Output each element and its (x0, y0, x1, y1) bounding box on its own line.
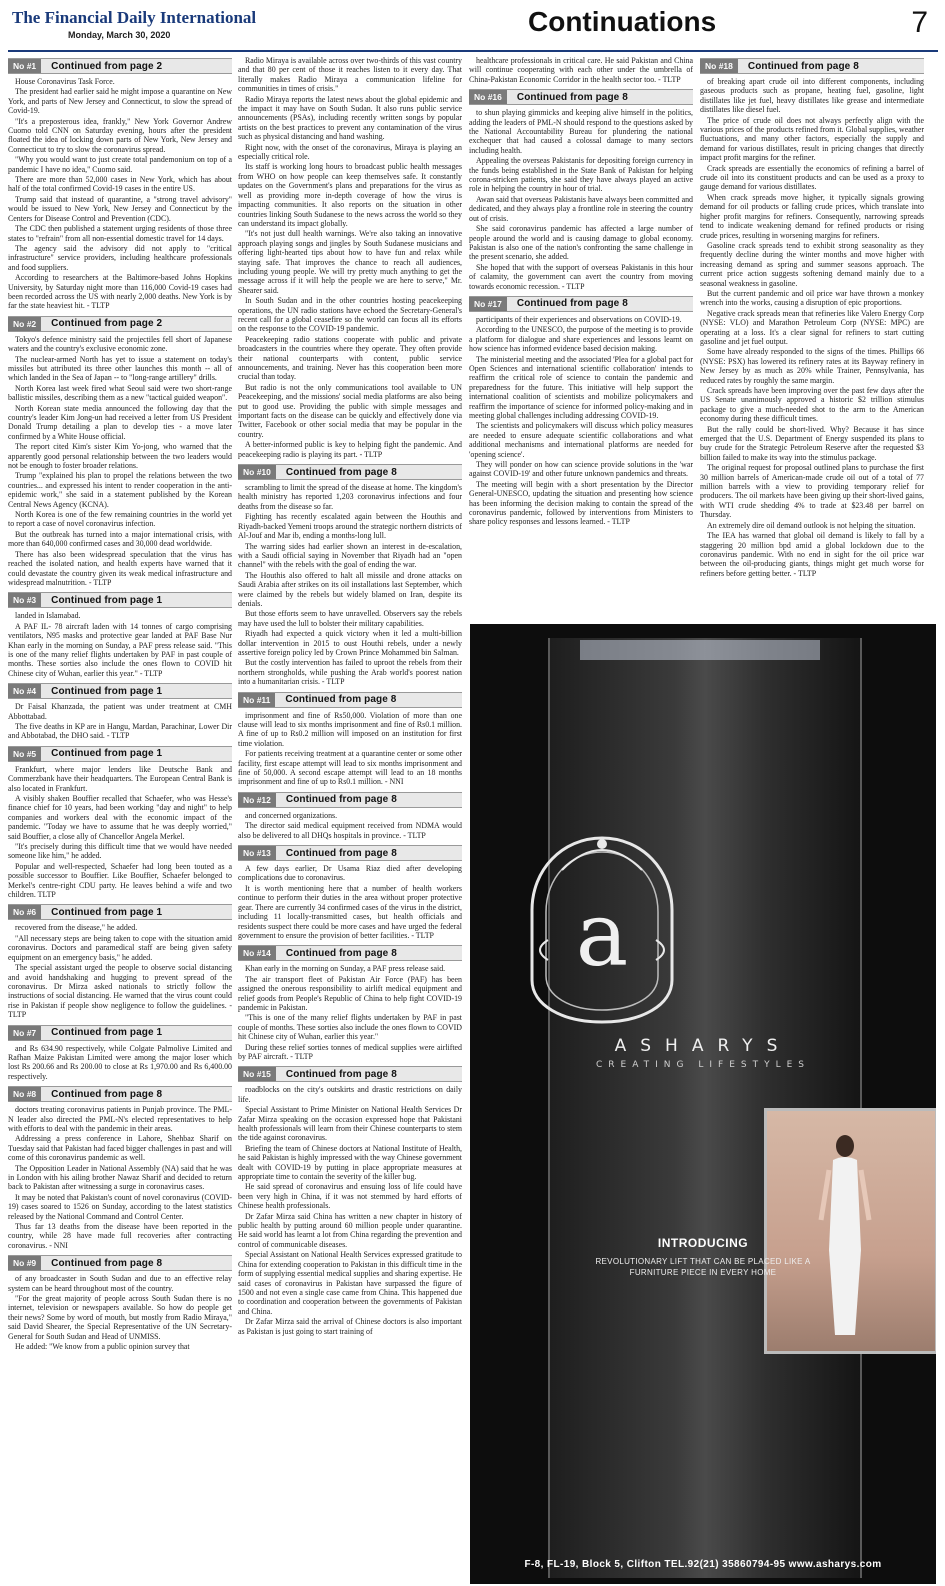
story-paragraph: Frankfurt, where major lenders like Deutsche Bank and Commerzbank have their headquarters. The European Central Bank is also located in Frankfurt. (8, 764, 232, 793)
story-paragraph: healthcare professionals in critical care. He said Pakistan and China will continue cooperating with each other under the umbrella of China-Pakistan Economic Corridor in the health sector too. - TLTP (469, 56, 693, 84)
emblem-letter: a (575, 883, 629, 986)
story (469, 89, 693, 291)
story-header (8, 316, 232, 332)
story-paragraph: of any broadcaster in South Sudan and due to an effective relay system can be heard throughout most of the country. (8, 1274, 232, 1293)
story-paragraph: North Korean state media announced the following day that the country's leader Kim Jong-un had received a letter from US President Donald Trump detailing a plan to develop ties - a move later confirmed by a White House official. (8, 403, 232, 441)
story-paragraph: Dr Zafar Mirza said the arrival of Chinese doctors is also important as Pakistan is just going to start training of (238, 1317, 462, 1336)
story-paragraph: Tokyo's defence ministry said the projectiles fell short of Japanese waters and the country's exclusive economic zone. (8, 334, 232, 354)
story-header (238, 845, 462, 861)
story-number: No #17 (469, 297, 507, 311)
story (8, 592, 232, 678)
story-paragraph: roadblocks on the city's outskirts and drastic restrictions on daily life. (238, 1085, 462, 1104)
story-number: No #18 (700, 59, 738, 73)
column-4 (700, 56, 924, 616)
story-paragraph: doctors treating coronavirus patients in Punjab province. The PML-N leader also directed the PML-N's elected representatives to help with efforts to deal with the pandemic in their areas. (8, 1105, 232, 1133)
story-paragraph: Briefing the team of Chinese doctors at National Institute of Health, he said Pakistan is highly impressed with the way Chinese government dealt with COVID-19 by putting in place appropriate measures at appropriate time to contain the severity of the killer bug. (238, 1143, 462, 1182)
story-header (8, 683, 232, 699)
story-header (8, 746, 232, 762)
story-paragraph: Its staff is working long hours to broadcast public health messages from WHO on how people can keep themselves safe. It constantly updates on the Government's plans and preparations for the virus as well as providing more in-depth coverage of how the virus is impacting communities. It also reports on the situation in other countries linking South Sudanese to the news across the world so they can understand its impact globally. (238, 162, 462, 228)
story-paragraph: of breaking apart crude oil into different components, including gaseous products such as propane, heating fuel, gasoline, light distillates like jet fuel, heavy distillates like grease and intermediate distillates like diesel fuel. (700, 77, 924, 115)
story-paragraph: The five deaths in KP are in Hangu, Mardan, Parachinar, Lower Dir and Abbotabad, the DHO said. - TLTP (8, 721, 232, 741)
story-paragraph: Awan said that overseas Pakistanis have always been committed and dedicated, and they always play a frontline role in steering the country out of crisis. (469, 194, 693, 223)
story-paragraph: He said spread of coronavirus and ensuing loss of life could have been very high in China, if it was not stemmed by hard efforts of Chinese health professionals. (238, 1182, 462, 1211)
story-header (700, 58, 924, 74)
story-paragraph: But the costly intervention has failed to uproot the rebels from their northern strongholds, while pushing the Arab world's poorest nation into a humanitarian crisis. - TLTP (238, 658, 462, 687)
continued-label: Continued from page 8 (285, 947, 397, 959)
story-paragraph: The report cited Kim's sister Kim Yo-jong, who warned that the apparently good personal relationship between the two leaders would not be enough to foster broader relations. (8, 442, 232, 471)
story (238, 692, 462, 787)
header-rule (8, 50, 938, 52)
story-paragraph: According to the UNESCO, the purpose of the meeting is to provide a platform for dialogue and share experiences and lessons learnt on how science has informed evidence based decision making. (469, 325, 693, 354)
story (238, 464, 462, 687)
story-paragraph: But the outbreak has turned into a major international crisis, with more than 640,000 confirmed cases and 30,000 dead worldwide. (8, 529, 232, 549)
story-number: No #3 (8, 593, 41, 607)
story-paragraph: The warring sides had earlier shown an interest in de-escalation, with a Saudi official saying in November that Riyadh had an "open channel" with the rebels with the goal of ending the war. (238, 541, 462, 570)
story-number: No #7 (8, 1026, 41, 1040)
continued-label: Continued from page 8 (747, 60, 859, 72)
continued-label: Continued from page 8 (285, 1068, 397, 1080)
story-number: No #8 (8, 1087, 41, 1101)
story-paragraph: Radio Miraya reports the latest news about the global epidemic and the impact it may have on South Sudan. It also runs public service announcements (PSAs), including recently written songs by popular artists on the best practices to prevent any contamination of the virus such as physical distancing and hand washing. (238, 94, 462, 142)
story-paragraph: The original request for proposal outlined plans to purchase the first 30 million barrels of American-made crude oil out of a total of 77 million barrels with a view to providing temporary relief for producers. The oil markets have been giving up their short-lived gains, with WTI crude shedding 4% to trade at $23.48 per barrel on Thursday. (700, 463, 924, 520)
story-number: No #11 (238, 693, 275, 707)
story (238, 56, 462, 459)
story-paragraph: A visibly shaken Bouffier recalled that Schaefer, who was Hesse's finance chief for 10 years, had been working "day and night" to help companies and workers deal with the economic impact of the pandemic. "Today we have to assume that he was deeply worried," said Bouffier, a close ally of Chancellor Angela Merkel. (8, 794, 232, 841)
continued-label: Continued from page 8 (285, 466, 397, 478)
story-paragraph: The agency said the advisory did not apply to "critical infrastructure" service providers, including healthcare professionals and food suppliers. (8, 243, 232, 272)
story-number: No #16 (469, 90, 507, 104)
continued-label: Continued from page 1 (51, 1027, 163, 1039)
story-paragraph: recovered from the disease," he added. (15, 923, 138, 933)
story (238, 792, 462, 840)
story-paragraph: A better-informed public is key to helping fight the pandemic. And peacekeeping radio is playing its part. - TLTP (238, 440, 462, 459)
story-paragraph: North Korea is one of the few remaining countries in the world yet to report a case of novel coronavirus infection. (8, 510, 232, 529)
woman-figure-icon (815, 1130, 875, 1340)
story-paragraph: and Rs 634.90 respectively, while Colgate Palmolive Limited and Rafhan Maize Pakistan Limited were among the major loser which lost Rs 200.66 and Rs 200.00 to close at Rs 1,970.00 and Rs 6,400.00 respectively. (8, 1043, 232, 1081)
issue-date: Monday, March 30, 2020 (68, 30, 171, 40)
story-paragraph: An extremely dire oil demand outlook is not helping the situation. (707, 520, 916, 530)
story-paragraph: Gasoline crack spreads tend to exhibit strong seasonality as they frequently decline during the winter months and move higher with increasing demand as spring and summer seasons approach. The current price action suggests softening demand mainly due to a seasonal weakness in gasoline. (700, 240, 924, 288)
story-paragraph: North Korea last week fired what Seoul said were two short-range ballistic missiles, describing them as a new "tactical guided weapon". (8, 383, 232, 403)
ad-brand-name: ASHARYS (614, 1036, 792, 1056)
story-paragraph: There are more than 52,000 cases in New York, which has about half of the total confirmed Covid-19 cases in the entire US. (8, 175, 232, 194)
story (8, 683, 232, 741)
story (8, 58, 232, 311)
story-paragraph: But those efforts seem to have unravelled. Observers say the rebels may have used the lull to bolster their military capabilities. (238, 609, 462, 628)
continued-label: Continued from page 8 (285, 847, 397, 859)
ad-description (470, 1256, 936, 1278)
story-paragraph: Negative crack spreads mean that refineries like Valero Energy Corp (NYSE: VLO) and Marathon Petroleum Corp (NYSE: MPC) are operating at a loss. It's a clear signal for refiners to start cutting gasoline and jet fuel output. (700, 308, 924, 346)
story-paragraph: She said coronavirus pandemic has affected a large number of people around the world and is causing damage to global economy. Pakistan is also one of the nation's confronting the same challenge in the present scenario, she added. (469, 224, 693, 262)
story (238, 1066, 462, 1336)
continued-label: Continued from page 8 (51, 1088, 163, 1100)
story-number: No #2 (8, 317, 41, 331)
story-paragraph: A PAF IL- 78 aircraft laden with 14 tonnes of cargo comprising ventilators, N95 masks and protective gear landed at PAF Base Nur Khan early in the morning on Sunday, a PAF press release said. "This is one of the many relief flights undertaken by PAF in past couple of months. These sorties also include the ones flown to COVID hit Chinese city of Wuhan, earlier this year." - TLTP (8, 621, 232, 678)
story-header (469, 296, 693, 312)
ad-headline: INTRODUCING (657, 1236, 749, 1250)
story-paragraph: In South Sudan and in the other countries hosting peacekeeping operations, the UN radio stations have echoed the Secretary-General's recent call for a global ceasefire so the world can focus all its efforts on the response to the COVID-19 pandemic. (238, 296, 462, 334)
story-paragraph: imprisonment and fine of Rs50,000. Violation of more than one clause will lead to six months imprisonment and fine of Rs0.1 million. A fine of up to Rs0.2 million will imposed on an institution for first time violation. (238, 710, 462, 748)
story-paragraph: The Opposition Leader in National Assembly (NA) said that he was in London with his ailing brother Nawaz Sharif and decided to return back to Pakistan after witnessing a surge in coronavirus cases. (8, 1163, 232, 1192)
continued-label: Continued from page 8 (51, 1257, 163, 1269)
story-paragraph: "Why you would want to just create total pandemonium on top of a pandemic I have no idea," Cuomo said. (8, 155, 232, 174)
story-paragraph: Peacekeeping radio stations cooperate with public and private broadcasters in the countries where they operate. They often provide their national counterparts with content, public service announcements, and training. Never has this cooperation been more crucial than today. (238, 334, 462, 382)
story-paragraph: Special Assistant to Prime Minister on National Health Services Dr Zafar Mirza speaking on the occasion expressed hope that Pakistani health professionals will learn from their Chinese counterparts to stem the tide against coronavirus. (238, 1105, 462, 1143)
story-paragraph: But the current pandemic and oil price war have thrown a monkey wrench into the works, causing a disruption of epic proportions. (700, 288, 924, 308)
story-number: No #1 (8, 59, 41, 73)
continued-label: Continued from page 8 (285, 694, 397, 706)
story-paragraph: The director said medical equipment received from NDMA would also be delivered to all DHQs hospitals in province. - TLTP (238, 821, 462, 840)
story (469, 56, 693, 84)
story-number: No #12 (238, 793, 276, 807)
story-header (469, 89, 693, 105)
paper-name: The Financial Daily International (12, 8, 257, 27)
story-number: No #6 (8, 905, 41, 919)
story-number: No #5 (8, 747, 41, 761)
story-paragraph: It is worth mentioning here that a number of health workers continue to perform their duties in the area without proper protective gear. There are currently 34 confirmed cases of the virus in the district, including 11 locally-transmitted cases, but health officials and residents suspect there could be more cases and have urged the federal government to ensure the provision of better facilities. - TLTP (238, 883, 462, 940)
story-paragraph: Thus far 13 deaths from the disease have been reported in the country, while 28 have made full recoveries after contracting coronavirus. - NNI (8, 1222, 232, 1250)
story-paragraph: "This is one of the many relief flights undertaken by PAF in past couple of months. These sorties also include the ones flown to COVID hit Chinese city of Wuhan, earlier this year." (238, 1013, 462, 1042)
story-header (238, 692, 462, 708)
story-paragraph: It may be noted that Pakistan's count of novel coronavirus (COVID-19) cases soared to 1526 on Sunday, according to the latest statistics released by the National Command and Control Center. (8, 1192, 232, 1221)
story-number: No #13 (238, 846, 276, 860)
story-paragraph: "It's precisely during this difficult time that we would have needed someone like him," he added. (8, 842, 232, 861)
story-paragraph: She hoped that with the support of overseas Pakistanis in this hour of calamity, the government can avert the country from moving towards economic recession. - TLTP (469, 262, 693, 291)
ad-description-line-1: REVOLUTIONARY LIFT THAT CAN BE PLACED LIKE A (595, 1257, 811, 1266)
story-paragraph: Dr Faisal Khanzada, the patient was under treatment at CMH Abbottabad. (8, 702, 232, 721)
story-paragraph: They will ponder on how can science provide solutions in the 'war against COVID-19' and other future unknown pandemics and threats. (469, 460, 693, 479)
story-header (8, 58, 232, 74)
story-paragraph: The CDC then published a statement urging residents of those three states to "refrain" from all non-essential domestic travel for 14 days. (8, 224, 232, 243)
story-paragraph: scrambling to limit the spread of the disease at home. The kingdom's health ministry has reported 1,203 coronavirus infections and four deaths from the disease so far. (238, 483, 462, 511)
story-header (8, 1086, 232, 1102)
story-paragraph: The ministerial meeting and the associated 'Plea for a global pact for Open Sciences and international scientific collaboration' intends to reaffirm the critical role of science to contain the pandemic and preparedness for the future. This initiative will help support the international coalition of scientists and mobilize policymakers and reaffirm the importance of science for informed policy-making and in meeting global challenges including addressing COVID-19. (469, 354, 693, 420)
page-number: 7 (911, 6, 928, 39)
continued-label: Continued from page 8 (516, 91, 628, 103)
story-number: No #4 (8, 684, 41, 698)
section-title: Continuations (528, 6, 717, 37)
story-paragraph: "It's not just dull health warnings. We're also taking an innovative approach playing songs and jingles by South Sudanese musicians and offering light-hearted tips about how to have fun and relax while staying safe. That improves the chance to reach all audiences, including young people. We will try pretty much anything to get the message across if it will help the people we are here to serve," Mr. Shearer said. (238, 229, 462, 295)
story-paragraph: Crack spreads have been improving over the past few days after the US Senate unanimously approved a historic $2 trillion stimulus package to give a much-needed shot to the arm to the American economy during these difficult times. (700, 386, 924, 424)
story-paragraph: During these relief sorties tonnes of medical supplies were airlifted by PAF aircraft. - TLTP (238, 1042, 462, 1061)
story-paragraph: Appealing the overseas Pakistanis for depositing foreign currency in the funds being established in the State Bank of Pakistan for helping corona-stricken patients, she said they have always played an active role in helping the country in hour of trial. (469, 156, 693, 194)
story-paragraph: The nuclear-armed North has yet to issue a statement on today's missiles but attributed its three other launches this month -- all of which landed in the Sea of Japan -- to "long-range artillery" drills. (8, 354, 232, 383)
story-paragraph: Addressing a press conference in Lahore, Shehbaz Sharif on Tuesday said that Pakistan had faced bigger challenges in past and will come of this coronavirus pandemic as well. (8, 1134, 232, 1163)
continued-label: Continued from page 1 (51, 685, 163, 697)
story-paragraph: According to researchers at the Baltimore-based Johns Hopkins University, by Saturday night more than 116,000 Covid-19 cases had been recorded across the US with nearly 2,000 deaths. New York is by far the state heaviest hit. - TLTP (8, 273, 232, 311)
story-header (238, 1066, 462, 1082)
story-paragraph: The special assistant urged the people to observe social distancing and avoid handshaking and hugging to prevent spread of the coronavirus. Dr Mirza asked nationals to strictly follow the instructions of social distancing. He warned that the virus count could rise in Pakistan if people show negligence to follow the guidelines. - TLTP (8, 963, 232, 1020)
story-header (8, 1255, 232, 1271)
story (8, 316, 232, 588)
story-paragraph: "For the great majority of people across South Sudan there is no internet, television or newspapers available. So how do people get their news? Some by word of mouth, but mostly from Radio Miraya," said David Shearer, the Special Representative of the UN Secretary-General for South Sudan and Head of UNMISS. (8, 1294, 232, 1341)
masthead (8, 6, 938, 48)
story-paragraph: The president had earlier said he might impose a quarantine on New York, and parts of New Jersey and Connecticut, to slow the spread of Covid-19. (8, 87, 232, 116)
story-paragraph: Khan early in the morning on Sunday, a PAF press release said. (245, 964, 446, 974)
story-header (238, 945, 462, 961)
continued-label: Continued from page 1 (51, 748, 163, 760)
story (238, 845, 462, 940)
story-number: No #15 (238, 1067, 276, 1081)
story-paragraph: The air transport fleet of Pakistan Air Force (PAF) has been assigned the onerous responsibility to airlift medical equipment and relief goods from People's Republic of China to help fight COVID-19 pandemic in Pakistan. (238, 974, 462, 1012)
story-paragraph: Fighting has recently escalated again between the Houthis and Riyadh-backed Yemeni troops around the strategic northern districts of Al-Jouf and Mar ib, ending a months-long lull. (238, 512, 462, 541)
story-paragraph: For patients receiving treatment at a quarantine center or some other facility, first escape attempt will lead to six months imprisonment and fine of 50,000. A second escape attempt will lead to an 18 months imprisonment and fine of up to Rs0.1 million. - NNI (238, 749, 462, 787)
story-paragraph: The Houthis also offered to halt all missile and drone attacks on Saudi Arabia after strikes on its oil installations last September, which were claimed by the rebels but widely blamed on Iran, despite its denials. (238, 570, 462, 608)
story-paragraph: When crack spreads move higher, it typically signals growing demand for oil products or falling crude prices, which translate into higher profit margins for refiners. Consequently, narrowing spreads tend to indicate weakening demand for refined products or rising crude prices, resulting in worsening margins for refiners. (700, 192, 924, 240)
story-paragraph: Some have already responded to the signs of the times. Phillips 66 (NYSE: PSX) has lowered its refinery rates at its Bayway refinery in New Jersey by as much as 20% while Trainer, Pennsylvania, has reduced rates by roughly the same margin. (700, 347, 924, 385)
continued-label: Continued from page 2 (51, 60, 163, 72)
story-paragraph: participants of their experiences and observations on COVID-19. (476, 314, 682, 324)
story-paragraph: Crack spreads are essentially the economics of refining a barrel of crude oil into its constituent products and can be used as a proxy to gauge demand for various distillates. (700, 163, 924, 192)
story-paragraph: and concerned organizations. (245, 810, 338, 820)
story (700, 58, 924, 578)
story-paragraph: Radio Miraya is available across over two-thirds of this vast country and that 80 per cent of those it reaches listen to it every day. That literally makes Radio Miraya a communication lifeline for communities in times of crisis." (238, 56, 462, 94)
story-number: No #10 (238, 465, 276, 479)
column-1 (8, 56, 232, 1580)
story-paragraph: Riyadh had expected a quick victory when it led a multi-billion dollar intervention in 2015 to oust Houthi rebels, under a newly assertive foreign policy led by Crown Prince Mohammed bin Salman. (238, 629, 462, 657)
ad-description-line-2: FURNITURE PIECE IN EVERY HOME (629, 1268, 777, 1277)
story-paragraph: Dr Zafar Mirza said China has written a new chapter in history of public health by putting around 60 million people under quarantine. He said world has learnt a lot from China regarding the prevention and control of communicable diseases. (238, 1211, 462, 1249)
asharys-advertisement (470, 624, 936, 1584)
story-paragraph: The price of crude oil does not always perfectly align with the various prices of the products refined from it. Global supplies, weather fluctuations, and many other factors, especially the supply and demand for various distillates, result in pricing changes that directly impact profit margins for the refiner. (700, 115, 924, 163)
story (8, 904, 232, 1019)
story-paragraph: The scientists and policymakers will discuss which policy measures are needed to ensure adequate scientific collaborations and what additional mechanisms and international platforms are needed for 'opening science'. (469, 421, 693, 459)
continued-label: Continued from page 8 (285, 794, 397, 806)
story (238, 945, 462, 1061)
story-paragraph: landed in Islamabad. (15, 611, 81, 621)
story-paragraph: "It's a preposterous idea, frankly," New York Governor Andrew Cuomo told CNN on Saturday evening, hours after the president floated the idea of locking down parts of New York, New Jersey and Connecticut to try to slow the coronavirus spread. (8, 116, 232, 154)
ad-contact-line: F-8, FL-19, Block 5, Clifton TEL.92(21) 35860794-95 www.asharys.com (524, 1559, 882, 1570)
story-paragraph: to shun playing gimmicks and keeping alive himself in the politics, adding the leaders of PML-N should respond to the questions asked by the National Accountability Bureau for plundering the national exchequer that had caused a colossal damage to many sectors including health. (469, 108, 693, 155)
story-number: No #9 (8, 1256, 41, 1270)
story-header (238, 792, 462, 808)
story-header (238, 464, 462, 480)
story (8, 746, 232, 900)
story-number: No #14 (238, 946, 276, 960)
story-paragraph: House Coronavirus Task Force. (15, 77, 115, 86)
continued-label: Continued from page 8 (516, 298, 628, 310)
continued-label: Continued from page 1 (51, 594, 163, 606)
story-paragraph: Trump "explained his plan to propel the relations between the two countries... and expressed his intent to render cooperation in the anti-epidemic work," she said in a statement published by the Korean Central News Agency (KCNA). (8, 471, 232, 509)
story (8, 1086, 232, 1250)
story-header (8, 592, 232, 608)
continued-label: Continued from page 2 (51, 318, 163, 330)
story (469, 296, 693, 527)
column-2 (238, 56, 462, 1580)
asharys-emblem-icon (522, 830, 682, 1030)
story-header (8, 904, 232, 920)
story-paragraph: A few days earlier, Dr Usama Riaz died after developing complications due to coronavirus. (238, 864, 462, 883)
story (8, 1255, 232, 1351)
continued-label: Continued from page 1 (51, 906, 163, 918)
story-paragraph: Popular and well-respected, Schaefer had long been touted as a possible successor to Bouffier. Like Bouffier, Schaefer belonged to Merkel's centre-right CDU party. He leaves behind a wife and two children. TLTP (8, 861, 232, 900)
story-paragraph: But radio is not the only communications tool available to UN Peacekeeping, and the missions' social media platforms are also being put to good use. Providing the public with simple messages and important facts on the disease can be quickly and effectively done via Twitter, Facebook or other social media that may be popular in the country. (238, 382, 462, 439)
story-paragraph: "All necessary steps are being taken to cope with the situation amid coronavirus. Doctors and paramedical staff are being given safety equipment on an emergency basis," he added. (8, 933, 232, 962)
story-paragraph: The meeting will begin with a short presentation by the Director General-UNESCO, updating the situation and presenting how science has been informing the decision making to contain the spread of the coronavirus pandemic, followed by interventions from Ministers to share policy responses and lessons learned. - TLTP (469, 479, 693, 527)
story-paragraph: He added: "We know from a public opinion survey that (15, 1342, 190, 1352)
ad-tagline: CREATING LIFESTYLES (595, 1060, 811, 1070)
lift-ceiling-light (580, 640, 820, 660)
story-paragraph: Trump said that instead of quarantine, a "strong travel advisory" would be issued to New York, New Jersey and Connecticut by the Centers for Disease Control and Prevention (CDC). (8, 194, 232, 223)
story-header (8, 1025, 232, 1041)
story-paragraph: Special Assistant on National Health Services expressed gratitude to China for extending cooperation to Pakistan in this difficult time in the form of supplying essential medical supplies and sharing expertise. He said cases of coronavirus in Pakistan have surpassed the figure of 1500 and not even a single case came from China. This happened due to coordination and cooperation between the governments of Pakistan and China. (238, 1250, 462, 1316)
story-paragraph: Right now, with the onset of the coronavirus, Miraya is playing an especially critical role. (238, 142, 462, 162)
story (8, 1025, 232, 1082)
column-3 (469, 56, 693, 616)
story-paragraph: The IEA has warned that global oil demand is likely to fall by a staggering 20 million bpd amid a global lockdown due to the coronavirus pandemic. With no end in sight for the oil price war between the oil-producing giants, things might get much worse for refiners before getting better. - TLTP (700, 531, 924, 578)
story-paragraph: There has also been widespread speculation that the virus has reached the isolated nation, and health experts have warned that it could devastate the country given its weak medical infrastructure and widespread malnutrition. - TLTP (8, 549, 232, 587)
story-paragraph: But the rally could be short-lived. Why? Because it has since emerged that the U.S. Department of Energy suspended its plans to buy crude for the Strategic Petroleum Reserve after the requested $3 billion failed to make its way into the stimulus package. (700, 424, 924, 462)
